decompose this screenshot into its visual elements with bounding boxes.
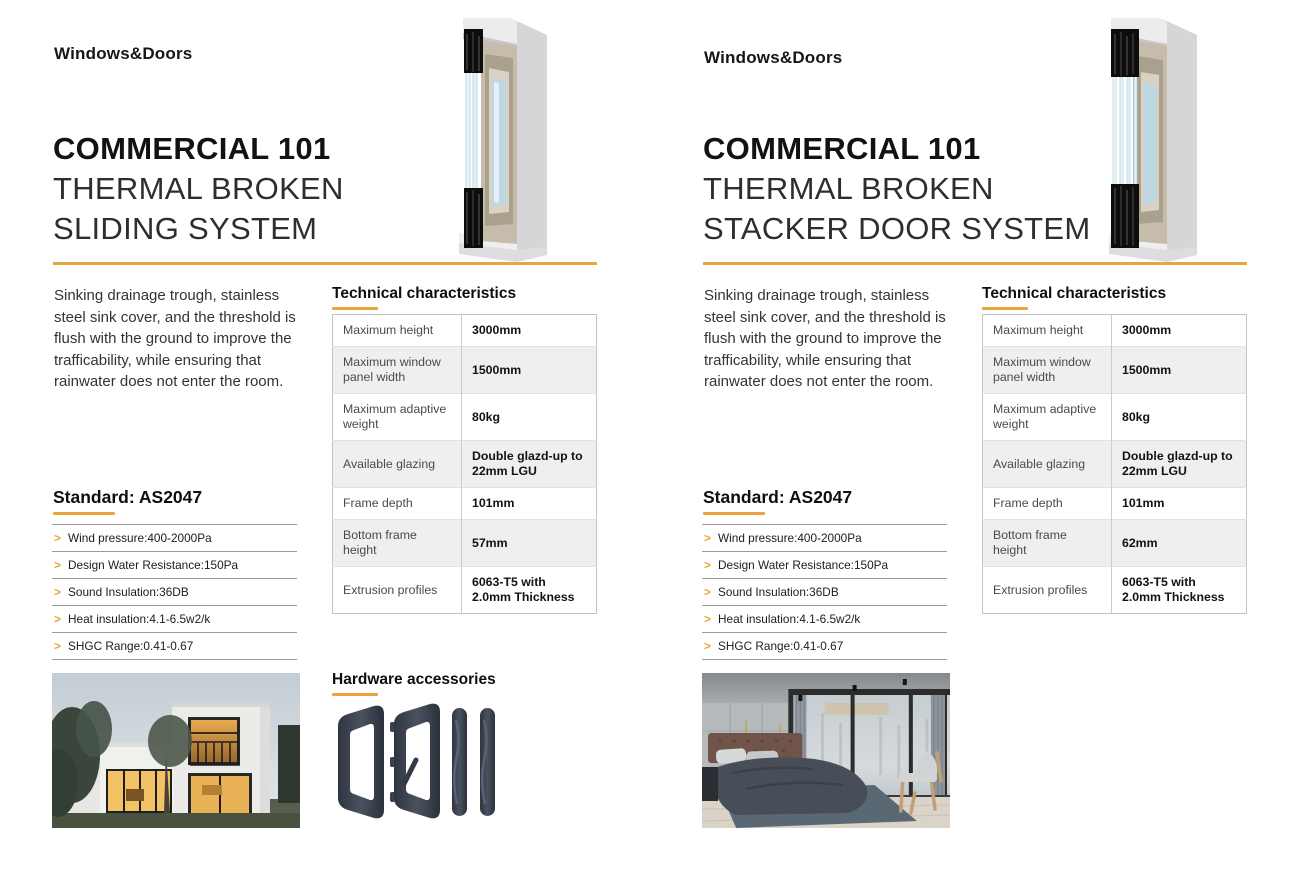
table-row — [983, 315, 1247, 347]
list-item — [52, 578, 297, 605]
tech-label: Frame depth — [333, 488, 462, 520]
tech-characteristics-table — [982, 314, 1247, 614]
spec-text: Wind pressure:400-2000Pa — [718, 531, 862, 545]
spec-text: SHGC Range:0.41-0.67 — [68, 639, 194, 653]
hardware-accessories-heading — [332, 671, 496, 696]
list-item — [702, 524, 947, 551]
house-exterior-image — [52, 673, 300, 828]
list-item — [52, 524, 297, 551]
bedroom-interior-photo — [702, 673, 950, 828]
spec-text: Wind pressure:400-2000Pa — [68, 531, 212, 545]
tech-value: 6063-T5 with 2.0mm Thickness — [1112, 567, 1247, 614]
list-item — [702, 551, 947, 578]
list-item — [52, 605, 297, 632]
hardware-heading-label: Hardware accessories — [332, 671, 496, 688]
tech-label: Frame depth — [983, 488, 1112, 520]
window-profile-image — [457, 16, 549, 262]
table-row — [983, 347, 1247, 394]
table-row — [333, 520, 597, 567]
door-profile-image — [1107, 16, 1199, 262]
heading-accent-underline — [53, 512, 115, 515]
chevron-right-icon: > — [54, 585, 62, 599]
hardware-accessories-image — [334, 700, 506, 824]
brand-logo: Windows&Doors — [54, 44, 193, 63]
table-row — [983, 488, 1247, 520]
standard-heading — [703, 487, 852, 515]
heading-accent-underline — [703, 512, 765, 515]
spec-text: Sound Insulation:36DB — [718, 585, 839, 599]
list-item — [702, 605, 947, 632]
page-stacker-door-system — [650, 0, 1300, 882]
tech-label: Maximum adaptive weight — [983, 394, 1112, 441]
standard-spec-list — [52, 524, 297, 660]
tech-value: 3000mm — [472, 323, 522, 337]
title-line-2: THERMAL BROKEN — [53, 171, 344, 206]
table-row — [983, 394, 1247, 441]
tech-value: Double glazd-up to 22mm LGU — [462, 441, 597, 488]
chevron-right-icon: > — [54, 612, 62, 626]
product-description: Sinking drainage trough, stainless steel sink cover, and the threshold is flush with the ground to improve the trafficability, while ensuring that rainwater does not enter the room. — [704, 287, 946, 390]
tech-value: 57mm — [462, 520, 597, 567]
tech-label: Maximum height — [983, 315, 1112, 347]
heading-accent-underline — [332, 693, 378, 696]
table-row — [333, 394, 597, 441]
tech-characteristics-label: Technical characteristics — [332, 285, 517, 302]
title-accent-rule — [703, 262, 1247, 265]
table-row — [333, 488, 597, 520]
title-line-3: SLIDING SYSTEM — [53, 211, 318, 246]
title-line-1: COMMERCIAL 101 — [53, 131, 331, 166]
brand-logo: Windows&Doors — [704, 48, 843, 67]
tech-characteristics-label: Technical characteristics — [982, 285, 1167, 302]
tech-characteristics-heading — [332, 285, 516, 310]
spec-text: Design Water Resistance:150Pa — [68, 558, 239, 572]
tech-label: Available glazing — [333, 441, 462, 488]
chevron-right-icon: > — [54, 558, 62, 572]
table-row — [333, 315, 597, 347]
tech-characteristics-table — [332, 314, 597, 614]
tech-value: 101mm — [462, 488, 597, 520]
list-item — [52, 551, 297, 578]
title-line-3: STACKER DOOR SYSTEM — [703, 211, 1091, 246]
tech-characteristics-heading — [982, 285, 1166, 310]
title-accent-rule — [53, 262, 597, 265]
house-exterior-photo — [52, 673, 300, 828]
spec-text: Design Water Resistance:150Pa — [718, 558, 889, 572]
door-handles-image — [334, 700, 506, 824]
tech-value: 80kg — [462, 394, 597, 441]
heading-accent-underline — [332, 307, 378, 310]
tech-label: Maximum window panel width — [983, 347, 1112, 394]
chevron-right-icon: > — [704, 612, 712, 626]
tech-value: 1500mm — [462, 347, 597, 394]
list-item — [702, 578, 947, 605]
list-item — [52, 632, 297, 660]
spec-text: Heat insulation:4.1-6.5w2/k — [68, 612, 211, 626]
standard-spec-list — [702, 524, 947, 660]
tech-value: 101mm — [1112, 488, 1247, 520]
product-description: Sinking drainage trough, stainless steel sink cover, and the threshold is flush with the ground to improve the trafficability, while ensuring that rainwater does not enter the room. — [54, 287, 296, 390]
table-row — [333, 567, 597, 614]
table-row — [983, 567, 1247, 614]
tech-label: Bottom frame height — [333, 520, 462, 567]
tech-value: 6063-T5 with 2.0mm Thickness — [462, 567, 597, 614]
tech-value: Double glazd-up to 22mm LGU — [1112, 441, 1247, 488]
tech-value: 80kg — [1112, 394, 1247, 441]
chevron-right-icon: > — [704, 639, 712, 653]
bedroom-interior-image — [702, 673, 950, 828]
standard-heading-label: Standard: AS2047 — [703, 487, 853, 507]
spec-text: Heat insulation:4.1-6.5w2/k — [718, 612, 861, 626]
product-title — [703, 129, 1133, 249]
chevron-right-icon: > — [704, 531, 712, 545]
tech-value: 1500mm — [1112, 347, 1247, 394]
list-item — [702, 632, 947, 660]
chevron-right-icon: > — [704, 558, 712, 572]
tech-label: Maximum height — [333, 315, 462, 347]
tech-label: Extrusion profiles — [983, 567, 1112, 614]
tech-label: Bottom frame height — [983, 520, 1112, 567]
tech-value: 3000mm — [1122, 323, 1172, 337]
profile-corner-render-stacker — [1107, 16, 1199, 262]
spec-text: Sound Insulation:36DB — [68, 585, 189, 599]
heading-accent-underline — [982, 307, 1028, 310]
table-row — [983, 520, 1247, 567]
standard-heading-label: Standard: AS2047 — [53, 487, 203, 507]
chevron-right-icon: > — [704, 585, 712, 599]
table-row — [333, 347, 597, 394]
tech-label: Maximum adaptive weight — [333, 394, 462, 441]
tech-label: Available glazing — [983, 441, 1112, 488]
spec-text: SHGC Range:0.41-0.67 — [718, 639, 844, 653]
standard-heading — [53, 487, 202, 515]
table-row — [333, 441, 597, 488]
title-line-1: COMMERCIAL 101 — [703, 131, 981, 166]
tech-label: Maximum window panel width — [333, 347, 462, 394]
table-row — [983, 441, 1247, 488]
chevron-right-icon: > — [54, 531, 62, 545]
tech-label: Extrusion profiles — [333, 567, 462, 614]
product-title — [53, 129, 483, 249]
profile-corner-render-sliding — [457, 16, 549, 262]
tech-value: 62mm — [1112, 520, 1247, 567]
chevron-right-icon: > — [54, 639, 62, 653]
title-line-2: THERMAL BROKEN — [703, 171, 994, 206]
